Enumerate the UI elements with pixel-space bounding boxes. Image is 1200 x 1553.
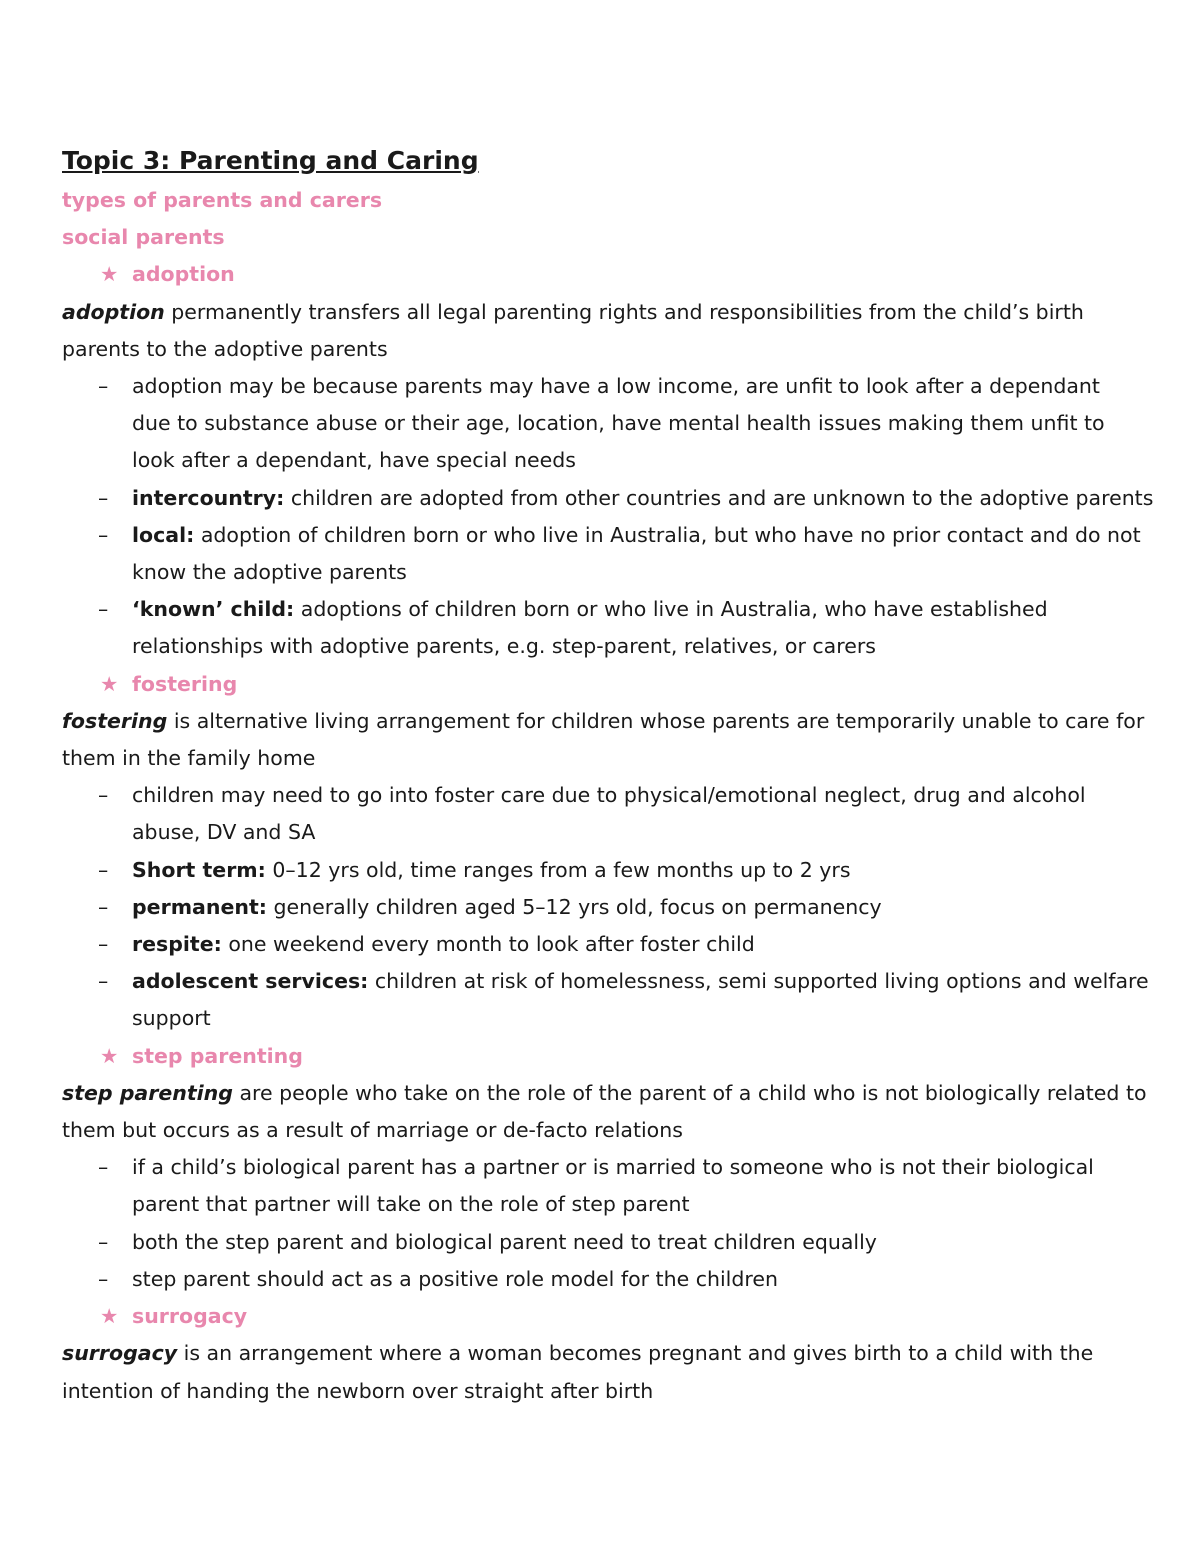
list-item xyxy=(62,517,1194,554)
step-parenting-heading xyxy=(62,1038,1194,1075)
adoption-heading xyxy=(62,256,1194,293)
step-parenting-def-line2: them but occurs as a result of marriage or de-facto relations xyxy=(62,1118,683,1143)
fostering-term: fostering xyxy=(62,708,168,733)
section-heading: types of parents and carers xyxy=(62,188,383,212)
list-item-cont: look after a dependant, have special needs xyxy=(132,448,576,473)
respite-term: respite: xyxy=(132,932,222,957)
star-icon: ★ xyxy=(100,262,119,287)
dash-icon: – xyxy=(98,485,109,510)
permanent-text: generally children aged 5–12 yrs old, focus on permanency xyxy=(266,894,882,919)
list-item xyxy=(62,852,1194,889)
adoption-def-line2: parents to the adoptive parents xyxy=(62,336,388,361)
list-item-text: adoption may be because parents may have a low income, are unfit to look after a dependant xyxy=(132,374,1100,399)
dash-icon: – xyxy=(98,894,109,919)
dash-icon: – xyxy=(98,783,109,808)
dash-icon: – xyxy=(98,522,109,547)
list-item-cont: relationships with adoptive parents, e.g. step-parent, relatives, or carers xyxy=(132,634,876,659)
step-parenting-def-text: are people who take on the role of the parent of a child who is not biologically related to xyxy=(232,1080,1147,1105)
intercountry-term: intercountry: xyxy=(132,485,285,510)
star-icon: ★ xyxy=(100,1043,119,1068)
local-text: adoption of children born or who live in Australia, but who have no prior contact and do not xyxy=(194,522,1141,547)
fostering-heading xyxy=(62,666,1194,703)
list-item-cont: due to substance abuse or their age, location, have mental health issues making them unfit to xyxy=(132,411,1105,436)
list-item xyxy=(62,926,1194,963)
list-item-cont: abuse, DV and SA xyxy=(132,820,316,845)
intercountry-text: children are adopted from other countries and are unknown to the adoptive parents xyxy=(284,485,1154,510)
list-item xyxy=(62,1224,1194,1261)
list-item xyxy=(62,1149,1194,1186)
fostering-heading-label: fostering xyxy=(132,671,238,696)
step-parenting-definition xyxy=(62,1075,1194,1112)
known-child-term: ‘known’ child: xyxy=(132,597,295,622)
surrogacy-heading xyxy=(62,1298,1194,1335)
dash-icon: – xyxy=(98,1266,109,1291)
permanent-term: permanent: xyxy=(132,894,267,919)
adoption-definition xyxy=(62,294,1194,331)
list-item xyxy=(62,480,1194,517)
short-term-text: 0–12 yrs old, time ranges from a few months up to 2 yrs xyxy=(265,857,851,882)
list-item xyxy=(62,777,1194,814)
surrogacy-term: surrogacy xyxy=(62,1341,178,1366)
list-item-text: if a child’s biological parent has a partner or is married to someone who is not their biological xyxy=(132,1155,1094,1180)
adoption-heading-label: adoption xyxy=(132,262,235,287)
dash-icon: – xyxy=(98,969,109,994)
surrogacy-def-line2: intention of handing the newborn over straight after birth xyxy=(62,1378,654,1403)
star-icon: ★ xyxy=(100,1304,119,1329)
list-item xyxy=(62,368,1194,405)
dash-icon: – xyxy=(98,374,109,399)
dash-icon: – xyxy=(98,857,109,882)
subsection-heading: social parents xyxy=(62,225,225,250)
dash-icon: – xyxy=(98,932,109,957)
respite-text: one weekend every month to look after foster child xyxy=(221,932,755,957)
known-child-text: adoptions of children born or who live in Australia, who have established xyxy=(294,597,1048,622)
short-term-term: Short term: xyxy=(132,857,266,882)
fostering-def-line2: them in the family home xyxy=(62,746,316,771)
star-icon: ★ xyxy=(100,671,119,696)
fostering-definition xyxy=(62,703,1194,740)
local-term: local: xyxy=(132,522,195,547)
list-item xyxy=(62,963,1194,1000)
dash-icon: – xyxy=(98,1155,109,1180)
surrogacy-heading-label: surrogacy xyxy=(132,1304,248,1329)
list-item xyxy=(62,1261,1194,1298)
list-item xyxy=(62,889,1194,926)
fostering-def-text: is alternative living arrangement for children whose parents are temporarily unable to care for xyxy=(167,708,1145,733)
list-item-text: children may need to go into foster care due to physical/emotional neglect, drug and alcohol xyxy=(132,783,1086,808)
page-title: Topic 3: Parenting and Caring xyxy=(62,146,479,175)
adolescent-term: adolescent services: xyxy=(132,969,369,994)
list-item-cont: support xyxy=(132,1006,211,1031)
dash-icon: – xyxy=(98,1229,109,1254)
dash-icon: – xyxy=(98,597,109,622)
step-parenting-term: step parenting xyxy=(62,1080,233,1105)
list-item-cont: know the adoptive parents xyxy=(132,560,407,585)
surrogacy-def-text: is an arrangement where a woman becomes pregnant and gives birth to a child with the xyxy=(177,1341,1094,1366)
adolescent-text: children at risk of homelessness, semi supported living options and welfare xyxy=(368,969,1149,994)
list-item xyxy=(62,591,1194,628)
step-parenting-heading-label: step parenting xyxy=(132,1043,303,1068)
list-item-text: both the step parent and biological parent need to treat children equally xyxy=(132,1229,877,1254)
adoption-def-text: permanently transfers all legal parenting rights and responsibilities from the child’s birth xyxy=(164,299,1084,324)
document-content xyxy=(62,140,1194,1410)
surrogacy-definition xyxy=(62,1335,1194,1372)
adoption-term: adoption xyxy=(62,299,165,324)
list-item-text: step parent should act as a positive role model for the children xyxy=(132,1266,778,1291)
list-item-cont: parent that partner will take on the role of step parent xyxy=(132,1192,690,1217)
